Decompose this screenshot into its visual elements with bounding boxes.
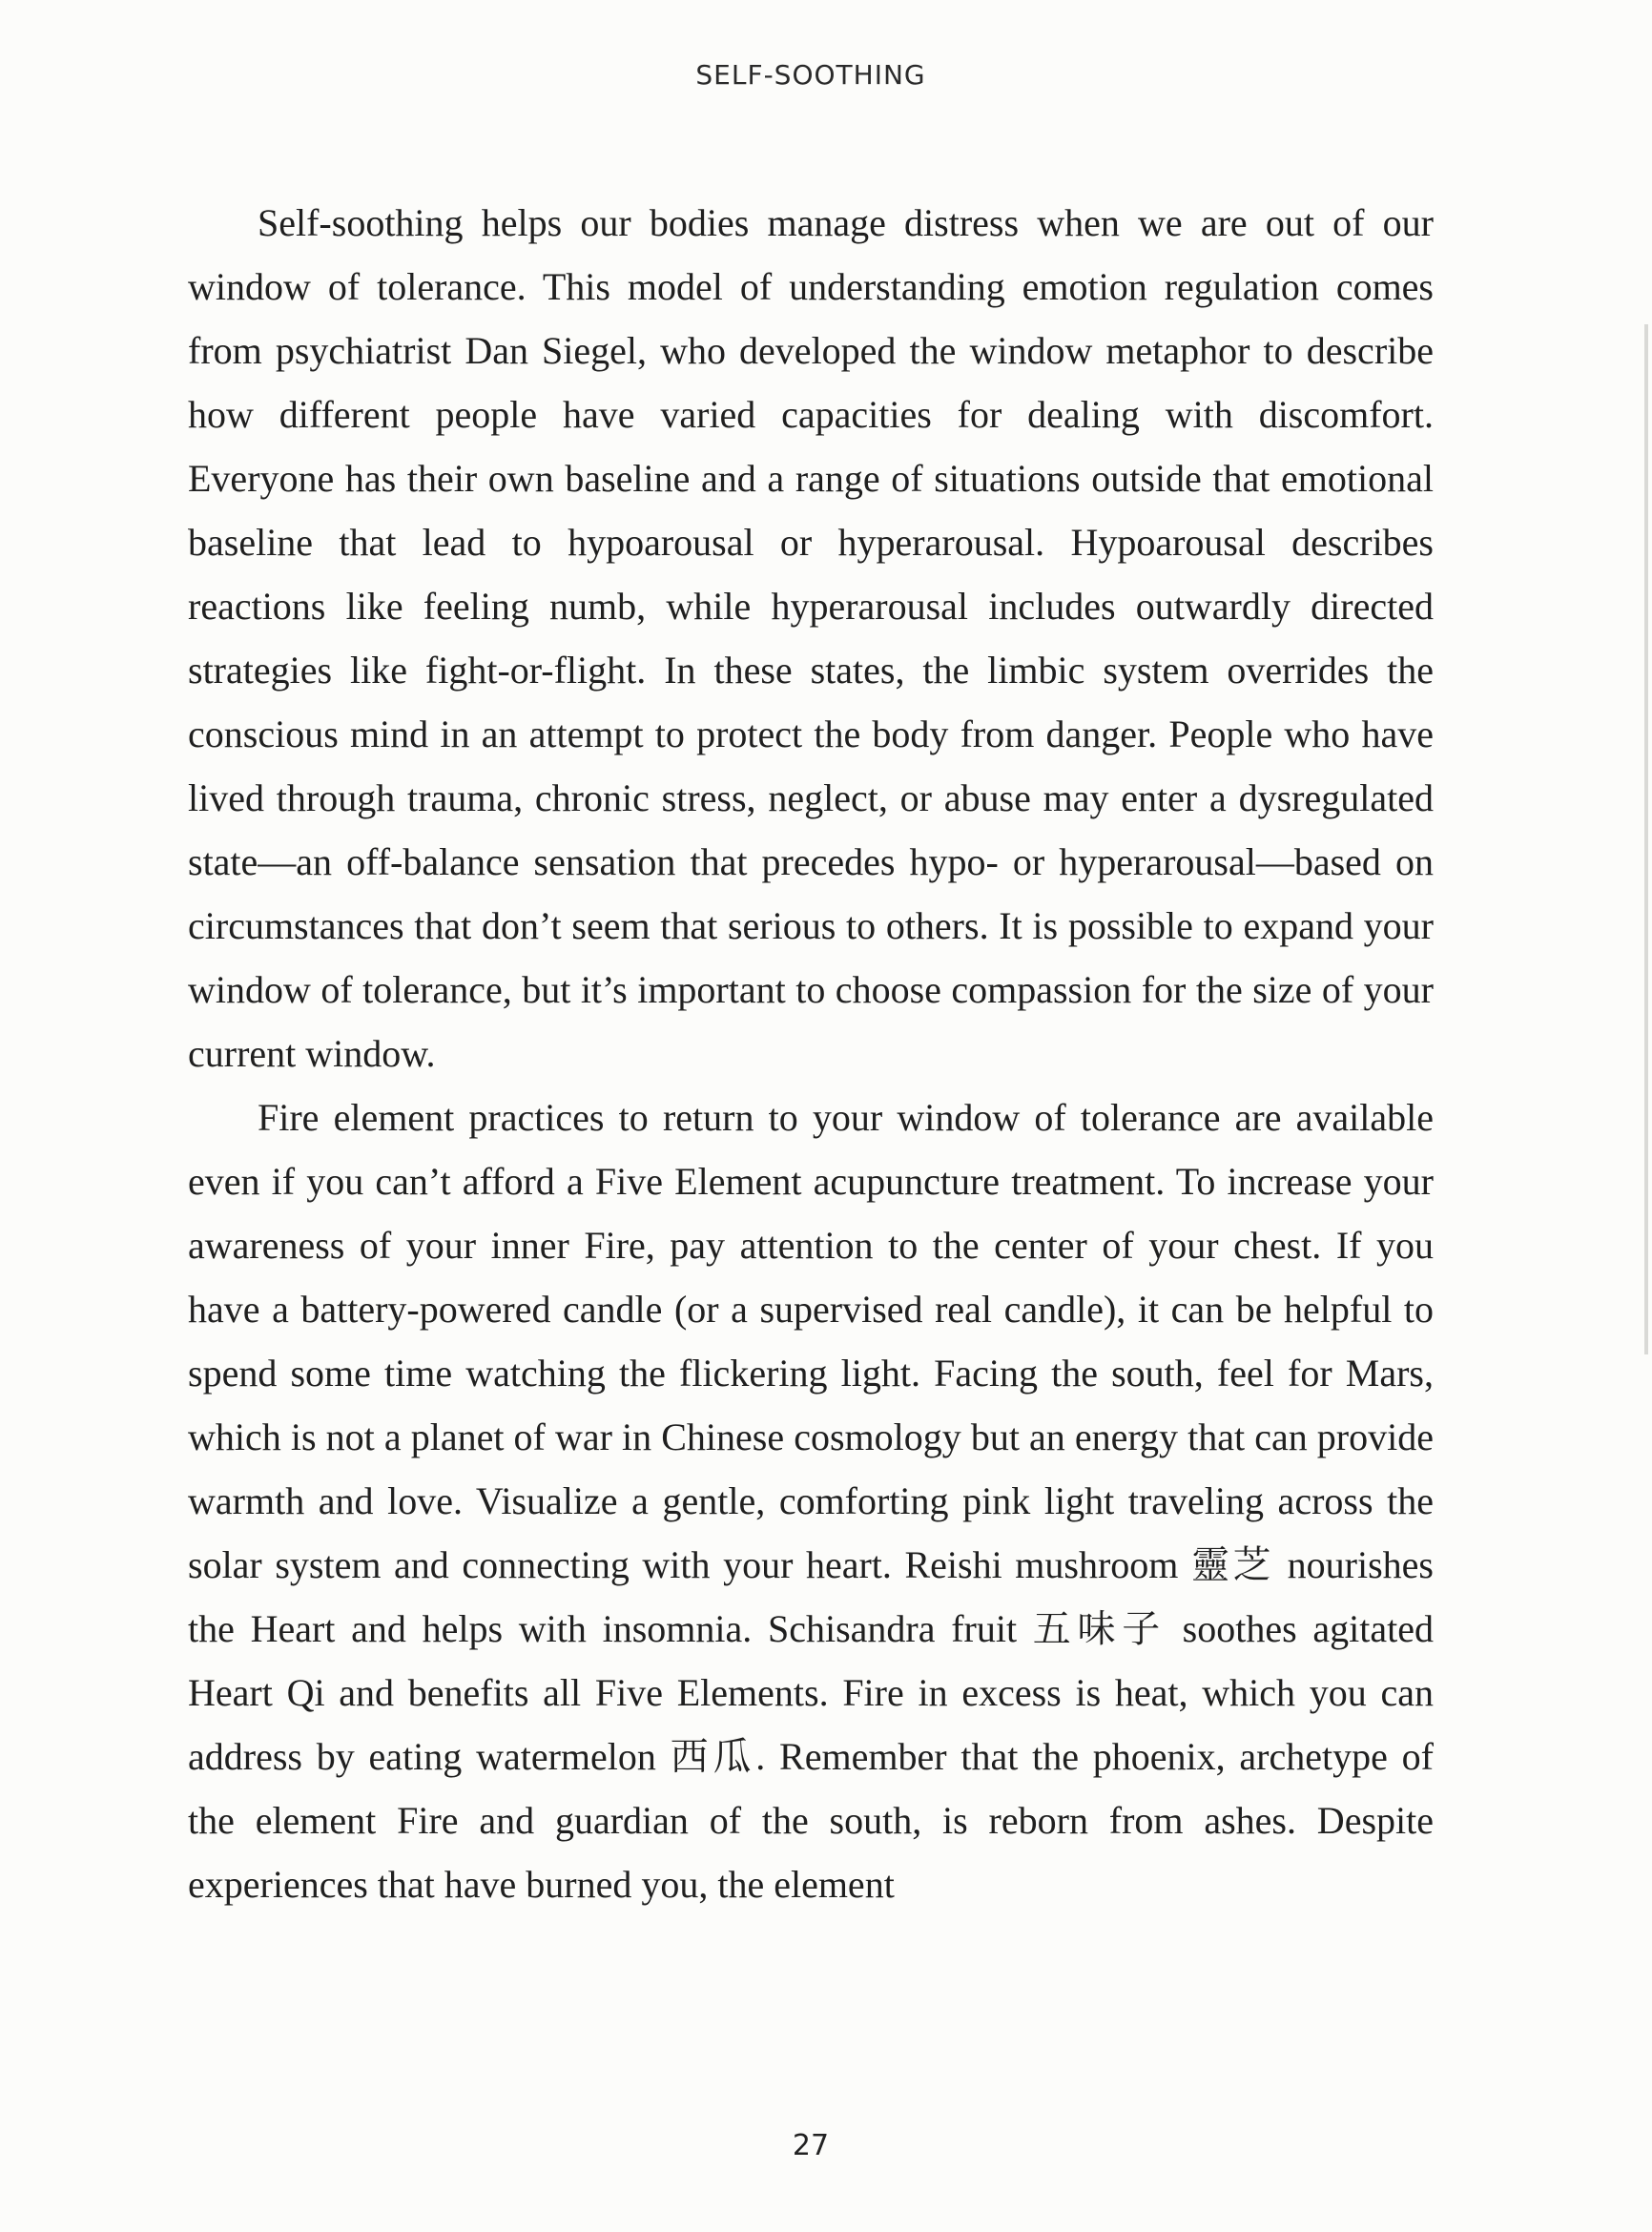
running-header: SELF-SOOTHING	[695, 59, 926, 91]
paragraph: Fire element practices to return to your window of tolerance are available even if you can’t afford a Five Element acupuncture treatment. To increase your awareness of your inner Fire, pay attention to the center of your chest. If you have a battery-powered candle (or a supervised real candle), it can be helpful to spend some time watching the flickering light. Facing the south, feel for Mars, which is not a planet of war in Chinese cosmology but an energy that can provide warmth and love. Visualize a gentle, comforting pink light traveling across the solar system and connecting with your heart. Reishi mushroom 靈芝 nourishes the Heart and helps with insomnia. Schisandra fruit 五味子 soothes agitated Heart Qi and benefits all Five Elements. Fire in excess is heat, which you can address by eating watermelon 西瓜. Remember that the phoenix, archetype of the element Fire and guardian of the south, is reborn from ashes. Despite experiences that have burned you, the element	[188, 1096, 1434, 1906]
page-number: 27	[792, 2129, 830, 2162]
body-text	[188, 191, 1434, 1916]
scan-artifact-line	[1644, 324, 1648, 1354]
paragraph: Self-soothing helps our bodies manage distress when we are out of our window of tolerance. This model of understanding emotion regulation comes from psychiatrist Dan Siegel, who developed the window metaphor to describe how different people have varied capacities for dealing with discomfort. Everyone has their own baseline and a range of situations outside that emotional baseline that lead to hypoarousal or hyperarousal. Hypoarousal describes reactions like feeling numb, while hyperarousal includes outwardly directed strategies like fight-or-flight. In these states, the limbic system overrides the conscious mind in an attempt to protect the body from danger. People who have lived through trauma, chronic stress, neglect, or abuse may enter a dysregulated state—an off-balance sensation that precedes hypo- or hyperarousal—based on circumstances that don’t seem that serious to others. It is possible to expand your window of tolerance, but it’s important to choose compassion for the size of your current window.	[188, 201, 1434, 1075]
